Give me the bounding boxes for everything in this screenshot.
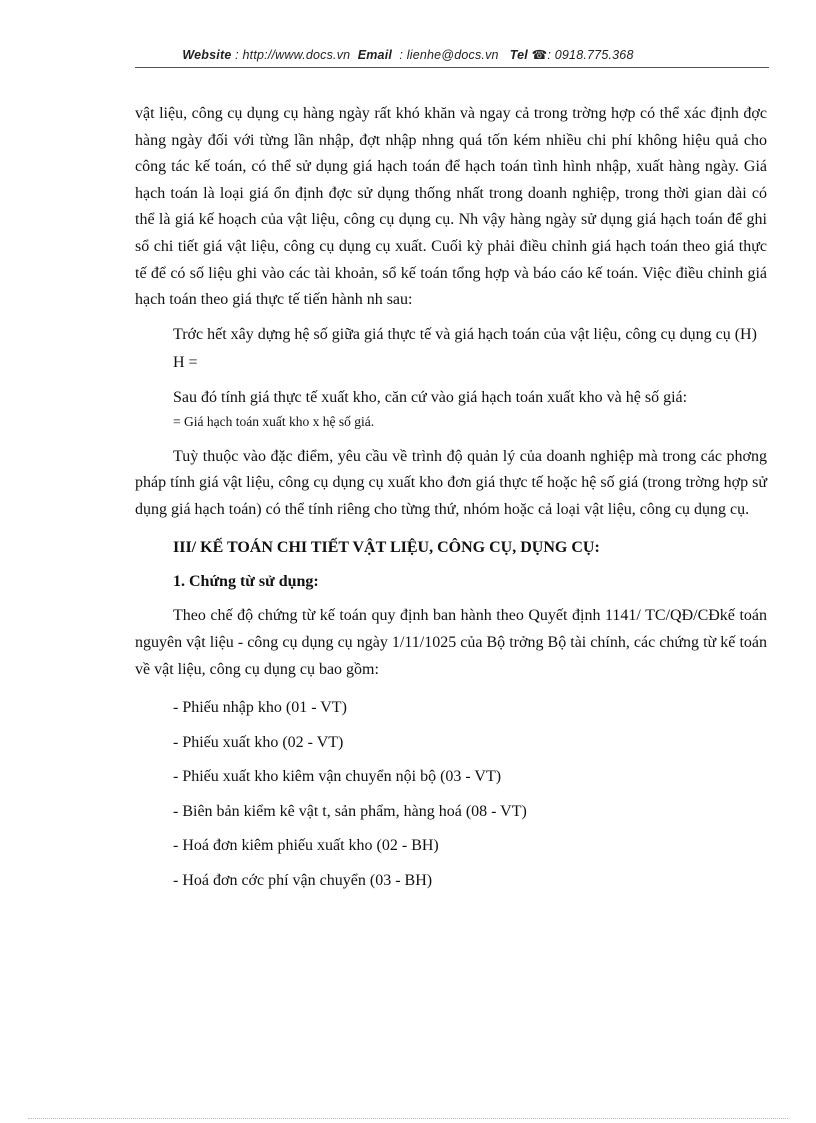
- formula-h: H =: [173, 354, 198, 372]
- tel-label: Tel: [509, 48, 528, 62]
- paragraph-3: Sau đó tính giá thực tế xuất kho, căn cứ vào giá hạch toán xuất kho và hệ số giá:: [173, 388, 688, 406]
- list-item: - Phiếu xuất kho (02 - VT): [173, 733, 344, 751]
- email-label: Email: [357, 48, 393, 62]
- list-item: - Hoá đơn kiêm phiếu xuất kho (02 - BH): [173, 837, 439, 855]
- footer-divider: [28, 1118, 788, 1119]
- list-item: - Phiếu xuất kho kiêm vận chuyển nội bộ (03 - VT): [173, 768, 502, 786]
- subsection-heading: 1. Chứng từ sử dụng:: [173, 573, 319, 591]
- document-list: [135, 691, 767, 899]
- list-item: - Phiếu nhập kho (01 - VT): [173, 699, 347, 717]
- list-item: - Biên bản kiểm kê vật t, sản phẩm, hàng hoá (08 - VT): [173, 802, 527, 820]
- header-divider: [135, 67, 769, 68]
- website-label: Website: [182, 48, 232, 62]
- formula-export-price: = Giá hạch toán xuất kho x hệ số giá.: [173, 413, 375, 429]
- paragraph-1: vật liệu, công cụ dụng cụ hàng ngày rất khó khăn và ngay cả trong trờng hợp có thể xác định đợc hàng ngày đối với từng lần nhập, đợt nhập nhng quá tốn kém nhiều chi phí không hiệu quả cho công tác kế toán, có thể sử dụng giá hạch toán để hạch toán tình hình nhập, xuất hàng ngày. Giá hạch toán là loại giá ổn định đợc sử dụng thống nhất trong doanh nghiệp, trong thời gian dài có thể là giá kế hoạch của vật liệu, công cụ dụng cụ. Nh vậy hàng ngày sử dụng giá hạch toán để ghi sổ chi tiết giá vật liệu, công cụ dụng cụ xuất. Cuối kỳ phải điều chỉnh giá hạch toán theo giá thực tế để có số liệu ghi vào các tài khoản, sổ kế toán tổng hợp và báo cáo kế toán. Việc điều chỉnh giá hạch toán theo giá thực tế tiến hành nh sau:: [135, 105, 767, 309]
- page-header: Website : http://www.docs.vn Email : lienhe@docs.vn Tel ☎: 0918.775.368: [182, 48, 634, 62]
- list-item: - Hoá đơn cớc phí vận chuyển (03 - BH): [173, 872, 433, 890]
- paragraph-4: Tuỳ thuộc vào đặc điểm, yêu cầu về trình độ quản lý của doanh nghiệp mà trong các phơng pháp tính giá vật liệu, công cụ dụng cụ xuất kho đơn giá thực tế hoặc hệ số giá (trong trờng hợp sử dụng giá hạch toán) có thể tính riêng cho từng thứ, nhóm hoặc cả loại vật liệu, công cụ dụng cụ.: [135, 447, 767, 518]
- document-body: [135, 101, 767, 899]
- paragraph-2: Trớc hết xây dựng hệ số giữa giá thực tế và giá hạch toán của vật liệu, công cụ dụng cụ (H): [173, 325, 757, 343]
- website-url[interactable]: http://www.docs.vn: [242, 48, 351, 62]
- section-heading: III/ KẾ TOÁN CHI TIẾT VẬT LIỆU, CÔNG CỤ, DỤNG CỤ:: [173, 539, 600, 557]
- email-value[interactable]: lienhe@docs.vn: [406, 48, 499, 62]
- paragraph-5: Theo chế độ chứng từ kế toán quy định ban hành theo Quyết định 1141/ TC/QĐ/CĐkế toán nguyên vật liệu - công cụ dụng cụ ngày 1/11/1025 của Bộ trởng Bộ tài chính, các chứng từ kế toán về vật liệu, công cụ dụng cụ bao gồm:: [135, 607, 767, 678]
- tel-value: 0918.775.368: [554, 48, 634, 62]
- phone-icon: ☎: [531, 48, 548, 62]
